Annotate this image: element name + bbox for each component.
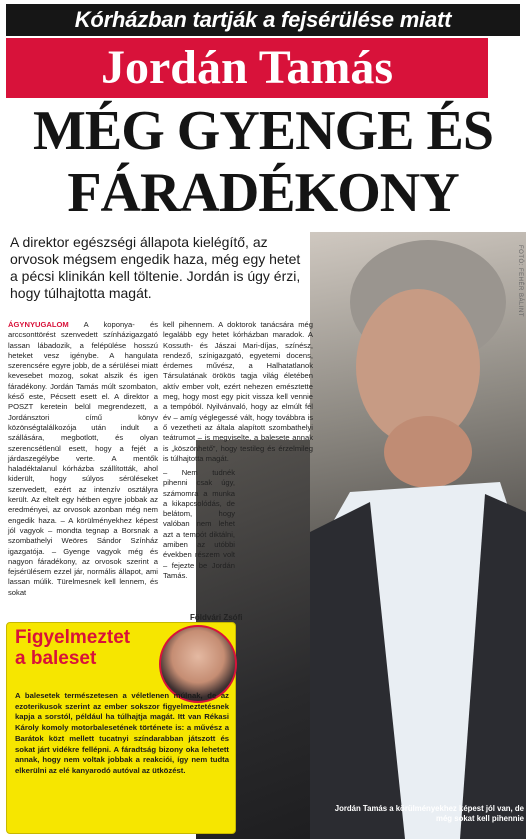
deck-text: A direktor egészségi állapota kielégítő, az orvosok mégsem engedik haza, még egy hetet a pécsi klinikán kell töltenie. Jordán is úgy érzi, hogy túlhajtotta magát.: [10, 234, 301, 301]
byline: Földvári Zsófi: [190, 613, 243, 622]
name-title: Jordán Tamás: [6, 38, 488, 98]
headline-line-2: FÁRADÉKONY: [67, 162, 459, 224]
box-title-line-2: a baleset: [15, 648, 97, 669]
kicker-bar: Kórházban tartják a fejsérülése miatt: [6, 4, 520, 36]
article-column-1: [8, 320, 158, 598]
main-photo: [310, 232, 526, 839]
box-body: A balesetek természetesen a véletlenen múlnak, de az ezoterikusok szerint az ember sokszor figyelmeztetésnek kapja a sorstól, például ha túlhajtja magát. Itt van Rékasi Károly komoly motorbalesetének története is: a művész a Barátok közt mellett tucatnyi színdarabban játszott és sokat járt vidékre fellépni. A fáradtság bizony oka lehetett annak, hogy nem voltak jobbak a reakciói, így nem tudta elkerülni az elé kanyarodó autóval az ütközést.: [15, 691, 229, 775]
article-col1-text: A koponya- és arccsonttörést szenvedett színházigazgató lassan lábadozik, a felépülése hosszú heteket vesz igénybe. A hangulata szerencsére egyre jobb, de a sérülései miatt kevesebet mozog, sokat alszik és igen fáradékony. Jordán Tamás múlt szombaton, késő este, Pécsett esett el. A direktor a POSZT keretein belül megrendezett, a Jordánsztori című könyv közönségtalálkozója után indult a szállására, megbotlott, és olyan szerencsétlenül esett, hogy a fejét a járdaszegélybe verte. A mentők haladéktalanul kórházba szállították, ahol kiderült, hogy súlyos sérüléseket szenvedett, ezért az intenzív osztályra került. Az eltelt egy hétben egyre jobbak az eredményei, az orvosok azonban még nem engedik haza. – A körülményekhez képest jól vagyok – mondta tegnap a Borsnak a szombathelyi Weöres Sándor Színház igazgatója. – Gyenge vagyok még és nagyon fáradékony, az orvosok szerint a fejsérülésem ezzel jár, normális állapot, ami lassan múlik. Türelmesnek kell lennem, és sokat: [8, 320, 158, 597]
photo-caption: Jordán Tamás a körülményekhez képest jól van, de még sokat kell pihennie: [334, 804, 524, 823]
portrait-illustration: [310, 232, 526, 839]
article-column-2: kell pihennem. A doktorok tanácsára még legalább egy hetet kórházban maradok. A Kossuth- és Jászai Mari-díjas, színész, rendező, színigazgató, egyetemi docens, érdemes művész, a Halhatatlanok Társulatának örökös tagja világ életében aktív ember volt, ezért nehezen emésztette meg, hogy most egy picit vissza kell vennie a tempóból. Nyilvánvaló, hogy az elmúlt fél év – amíg véglegessé vált, hogy továbbra is ő vezetheti az általa alapított szombathelyi teátrumot – is megviselte, a balesete annak is „köszönhető”, hogy testileg és érzelmileg is túlhajtotta magát.: [163, 320, 313, 463]
lead-word: ÁGYNYUGALOM: [8, 320, 69, 329]
box-title: [15, 627, 155, 669]
sidebar-box: [6, 622, 236, 834]
headline-line-1: MÉG GYENGE ÉS: [33, 100, 493, 162]
box-title-line-1: Figyelmeztet: [15, 627, 131, 648]
article-column-2-end: – Nem tudnék pihenni csak úgy, számomra a munka a kikapcsolódás, de belátom, hogy valóban nem lehet azt a tempót diktálni, amiben az utóbbi években részem volt – fejezte be Jordán Tamás.: [163, 468, 235, 580]
photo-credit: FOTÓ: FEHÉR BÁLINT: [517, 245, 523, 318]
